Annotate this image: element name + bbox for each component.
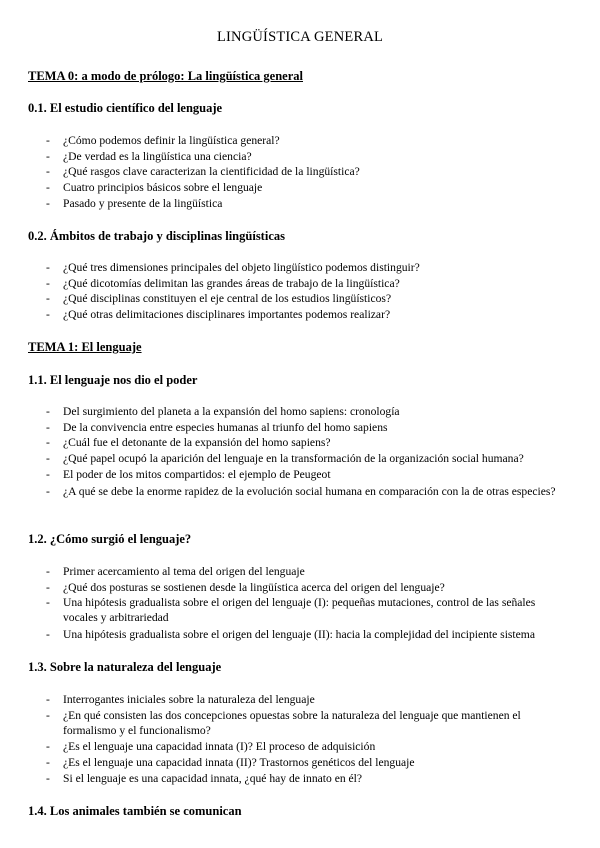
bullet-dash: - <box>46 709 50 722</box>
list-item-text: ¿Qué disciplinas constituyen el eje central de los estudios lingüísticos? <box>63 292 392 305</box>
list-item-text: ¿Cuál fue el detonante de la expansión del homo sapiens? <box>63 436 331 449</box>
list-item <box>46 771 563 786</box>
list-item-text: Interrogantes iniciales sobre la naturaleza del lenguaje <box>63 693 315 706</box>
section-heading: 1.1. El lenguaje nos dio el poder <box>28 373 198 387</box>
list-item <box>46 276 563 291</box>
bullet-dash: - <box>46 772 50 785</box>
bullet-dash: - <box>46 421 50 434</box>
list-item <box>46 164 563 179</box>
list-item-text: ¿En qué consisten las dos concepciones opuestas sobre la naturaleza del lenguaje que mantienen el formalismo y el funcionalismo? <box>63 709 521 737</box>
bullet-dash: - <box>46 581 50 594</box>
bullet-dash: - <box>46 756 50 769</box>
list-item <box>46 196 563 211</box>
bullet-dash: - <box>46 134 50 147</box>
bullet-dash: - <box>46 181 50 194</box>
bullet-dash: - <box>46 165 50 178</box>
list-item <box>46 580 563 595</box>
list-item-text: Primer acercamiento al tema del origen del lenguaje <box>63 565 305 578</box>
list-item-text: ¿Es el lenguaje una capacidad innata (II)? Trastornos genéticos del lenguaje <box>63 756 415 769</box>
list-item <box>46 755 563 770</box>
bullet-dash: - <box>46 197 50 210</box>
list-item <box>46 739 563 754</box>
bullet-dash: - <box>46 740 50 753</box>
list-item-text: Si el lenguaje es una capacidad innata, ¿qué hay de innato en él? <box>63 772 363 785</box>
list-item <box>46 627 563 642</box>
section-heading: 1.2. ¿Cómo surgió el lenguaje? <box>28 532 192 546</box>
bullet-dash: - <box>46 308 50 321</box>
list-item <box>46 291 563 306</box>
list-item <box>46 404 563 419</box>
section-heading: 0.2. Ámbitos de trabajo y disciplinas lingüísticas <box>28 229 285 243</box>
bullet-dash: - <box>46 693 50 706</box>
list-item-text: ¿Qué papel ocupó la aparición del lenguaje en la transformación de la organización social humana? <box>63 452 524 465</box>
list-item-text: ¿Qué tres dimensiones principales del objeto lingüístico podemos distinguir? <box>63 261 420 274</box>
list-item-text: El poder de los mitos compartidos: el ejemplo de Peugeot <box>63 468 331 481</box>
list-item <box>46 595 563 625</box>
section-heading: 1.3. Sobre la naturaleza del lenguaje <box>28 660 222 674</box>
section-heading: 0.1. El estudio científico del lenguaje <box>28 101 223 115</box>
document-title: LINGÜÍSTICA GENERAL <box>216 29 384 45</box>
list-item-text: Una hipótesis gradualista sobre el origen del lenguaje (II): hacia la complejidad del incipiente sistema <box>63 628 535 641</box>
list-item-text: ¿Cómo podemos definir la lingüística general? <box>63 134 280 147</box>
list-item <box>46 133 563 148</box>
bullet-dash: - <box>46 485 50 498</box>
bullet-dash: - <box>46 277 50 290</box>
list-item <box>46 451 563 466</box>
list-item <box>46 467 563 482</box>
list-item <box>46 260 563 275</box>
list-item-text: ¿De verdad es la lingüística una ciencia? <box>63 150 252 163</box>
list-item <box>46 420 563 435</box>
list-item <box>46 307 563 322</box>
list-item-text: ¿A qué se debe la enorme rapidez de la evolución social humana en comparación con la de otras especies? <box>63 485 556 498</box>
list-item-text: ¿Qué otras delimitaciones disciplinares importantes podemos realizar? <box>63 308 391 321</box>
list-item-text: De la convivencia entre especies humanas al triunfo del homo sapiens <box>63 421 388 434</box>
list-item-text: ¿Es el lenguaje una capacidad innata (I)? El proceso de adquisición <box>63 740 376 753</box>
section-heading: 1.4. Los animales también se comunican <box>28 804 242 818</box>
bullet-dash: - <box>46 452 50 465</box>
bullet-dash: - <box>46 565 50 578</box>
list-item-text: Del surgimiento del planeta a la expansión del homo sapiens: cronología <box>63 405 400 418</box>
list-item <box>46 149 563 164</box>
chapter-heading: TEMA 1: El lenguaje <box>28 340 142 354</box>
bullet-dash: - <box>46 468 50 481</box>
bullet-dash: - <box>46 150 50 163</box>
list-item-text: Una hipótesis gradualista sobre el origen del lenguaje (I): pequeñas mutaciones, control de las señales vocales y arbitrariedad <box>63 596 536 624</box>
bullet-dash: - <box>46 436 50 449</box>
bullet-dash: - <box>46 405 50 418</box>
list-item <box>46 564 563 579</box>
bullet-dash: - <box>46 628 50 641</box>
list-item-text: ¿Qué dicotomías delimitan las grandes áreas de trabajo de la lingüística? <box>63 277 400 290</box>
list-item-text: Pasado y presente de la lingüística <box>63 197 223 210</box>
chapter-heading: TEMA 0: a modo de prólogo: La lingüística general <box>28 69 303 83</box>
list-item <box>46 484 563 499</box>
list-item <box>46 692 563 707</box>
list-item <box>46 435 563 450</box>
bullet-dash: - <box>46 596 50 609</box>
list-item-text: ¿Qué dos posturas se sostienen desde la lingüística acerca del origen del lenguaje? <box>63 581 445 594</box>
bullet-dash: - <box>46 261 50 274</box>
list-item <box>46 708 563 738</box>
list-item-text: ¿Qué rasgos clave caracterizan la cientificidad de la lingüística? <box>63 165 360 178</box>
list-item <box>46 180 563 195</box>
list-item-text: Cuatro principios básicos sobre el lenguaje <box>63 181 263 194</box>
bullet-dash: - <box>46 292 50 305</box>
